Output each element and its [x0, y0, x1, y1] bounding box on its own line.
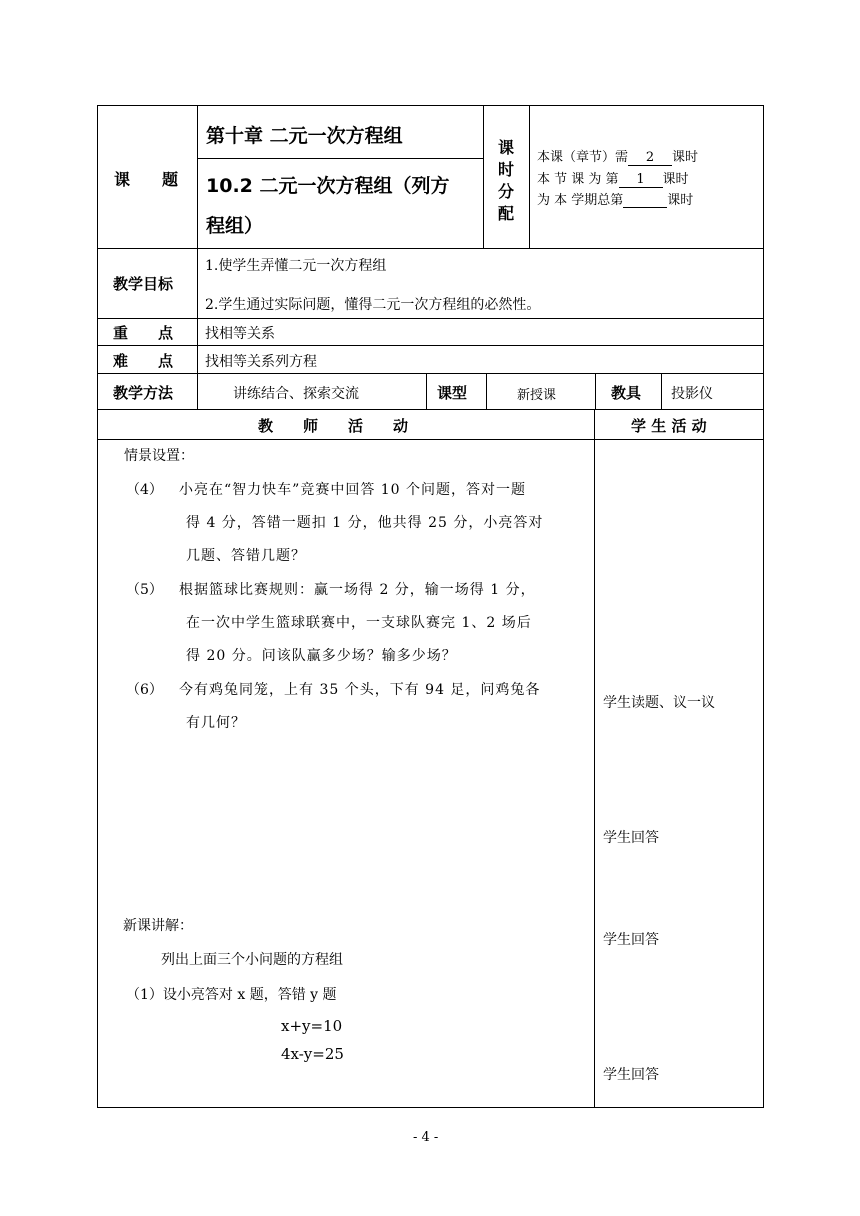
student-activity-4: 学生回答: [603, 1067, 659, 1083]
keshi-label-1: 课: [498, 138, 515, 157]
table-border-left: [97, 105, 98, 1108]
key-point-label: 重 点: [113, 324, 174, 342]
question-4-number: （4）: [126, 482, 163, 498]
keshi-label-3: 分: [498, 182, 515, 201]
section-title-line1: 10.2 二元一次方程组（列方: [206, 175, 450, 197]
keshi-label-4: 配: [498, 204, 515, 223]
tool-value: 投影仪: [671, 386, 713, 402]
alloc-line-1-value: 2: [628, 150, 672, 166]
divider: [529, 105, 530, 248]
student-activity-header: 学 生 活 动: [631, 417, 707, 435]
scenario-label: 情景设置：: [124, 448, 194, 464]
alloc-line-3-suffix: 课时: [667, 193, 694, 208]
student-activity-2: 学生回答: [603, 830, 659, 846]
alloc-line-2-prefix: 本 节 课 为 第: [537, 172, 619, 187]
type-value: 新授课: [517, 388, 557, 403]
divider: [97, 409, 764, 410]
divider: [197, 105, 198, 410]
divider: [595, 373, 596, 410]
question-6-number: （6）: [126, 682, 163, 698]
ke-ti-label: 课 题: [114, 170, 179, 189]
new-lesson-label: 新课讲解：: [123, 918, 193, 934]
question-5-number: （5）: [126, 582, 163, 598]
student-activity-3: 学生回答: [603, 932, 659, 948]
divider: [97, 373, 764, 374]
solution-1-text: （1）设小亮答对 x 题，答错 y 题: [126, 987, 337, 1003]
divider: [426, 373, 427, 410]
goal-item-2: 2.学生通过实际问题，懂得二元一次方程组的必然性。: [205, 297, 541, 313]
question-6-line-1: 今有鸡兔同笼，上有 35 个头，下有 94 足，问鸡兔各: [179, 682, 541, 698]
alloc-line-2-suffix: 课时: [662, 172, 689, 187]
divider: [486, 373, 487, 410]
method-value: 讲练结合、探索交流: [233, 386, 359, 402]
goal-item-1: 1.使学生弄懂二元一次方程组: [205, 258, 387, 274]
keshi-label-2: 时: [498, 160, 515, 179]
difficulty-label: 难 点: [113, 352, 174, 370]
divider: [483, 105, 484, 248]
type-label: 课型: [437, 384, 468, 402]
section-title-line2: 程组）: [206, 215, 264, 237]
alloc-line-1: [537, 146, 698, 166]
question-5-line-3: 得 20 分。问该队赢多少场？输多少场？: [186, 648, 457, 664]
divider: [97, 248, 764, 249]
divider: [97, 345, 764, 346]
alloc-line-2-value: 1: [619, 172, 663, 188]
equation-2: 4x-y=25: [281, 1045, 344, 1063]
question-4-line-1: 小亮在“智力快车”竞赛中回答 10 个问题，答对一题: [179, 482, 527, 498]
student-activity-1: 学生读题、议一议: [603, 695, 715, 711]
chapter-title: 第十章 二元一次方程组: [206, 125, 403, 147]
list-equations-text: 列出上面三个小问题的方程组: [161, 952, 343, 968]
tool-label: 教具: [611, 384, 642, 402]
method-label: 教学方法: [113, 384, 174, 402]
alloc-line-3: [537, 189, 693, 208]
teacher-activity-header: 教 师 活 动: [258, 417, 409, 435]
alloc-line-1-prefix: 本课（章节）需: [537, 150, 629, 165]
question-4-line-3: 几题、答错几题？: [186, 548, 306, 564]
difficulty-value: 找相等关系列方程: [205, 354, 317, 370]
divider: [197, 158, 484, 159]
table-border-right: [763, 105, 764, 1108]
question-6-line-2: 有几何？: [186, 715, 246, 731]
key-point-value: 找相等关系: [205, 326, 275, 342]
divider: [97, 439, 764, 440]
alloc-line-1-suffix: 课时: [672, 150, 699, 165]
question-5-line-1: 根据篮球比赛规则：赢一场得 2 分，输一场得 1 分，: [179, 582, 536, 598]
page-number: - 4 -: [413, 1130, 439, 1145]
divider: [661, 373, 662, 410]
question-5-line-2: 在一次中学生篮球联赛中，一支球队赛完 1、2 场后: [186, 615, 532, 631]
divider: [594, 409, 595, 1108]
alloc-line-3-prefix: 为 本 学期总第: [537, 193, 624, 208]
goals-label: 教学目标: [113, 275, 174, 293]
equation-1: x+y=10: [281, 1017, 343, 1035]
alloc-line-3-value: [623, 192, 667, 208]
alloc-line-2: [537, 168, 689, 188]
table-border-bottom: [97, 1107, 764, 1108]
divider: [97, 318, 764, 319]
question-4-line-2: 得 4 分，答错一题扣 1 分，他共得 25 分，小亮答对: [186, 515, 544, 531]
